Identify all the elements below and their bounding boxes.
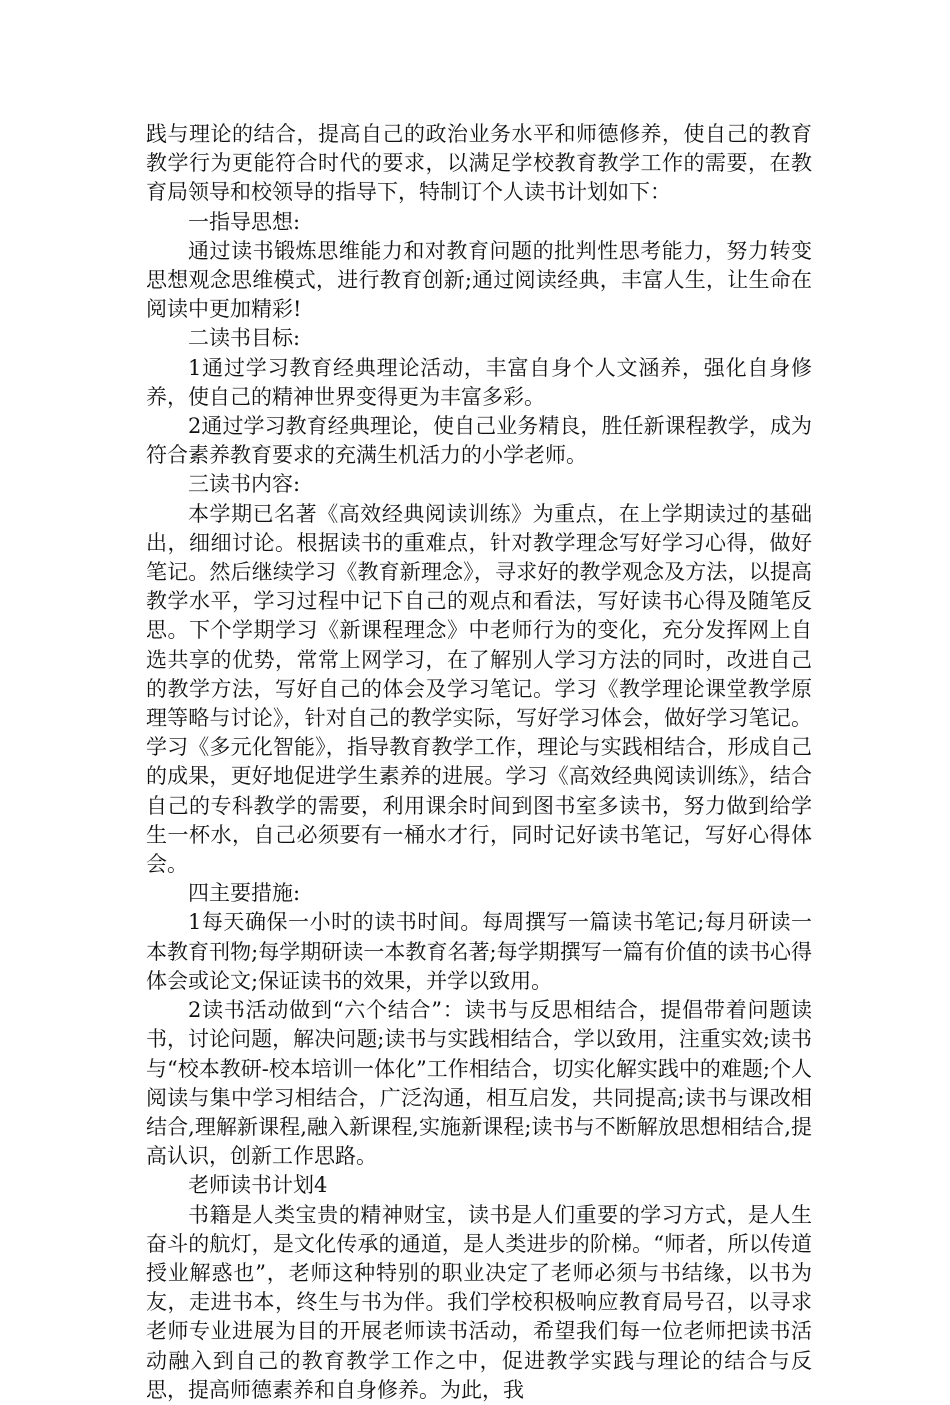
heading-guiding-thought: 一指导思想: <box>188 209 301 234</box>
paragraph-plan-4-intro: 书籍是人类宝贵的精神财宝，读书是人们重要的学习方式，是人生奋斗的航灯，是文化传承的通道，是人类进步的阶梯。“师者，所以传道授业解惑也”，老师这种特别的职业决定了老师必须与书结缘，以书为友，走进书本，终生与书为伴。我们学校积极响应教育局号召，以寻求老师专业进展为目的开展老师读书活动，希望我们每一位老师把读书活动融入到自己的教育教学工作之中，促进教学实践与理论的结合与反思，提高师德素养和自身修养。为此，我 <box>146 1202 812 1402</box>
paragraph-reading-content: 本学期已名著《高效经典阅读训练》为重点，在上学期读过的基础出，细细讨论。根据读书的重难点，针对教学理念写好学习心得，做好笔记。然后继续学习《教育新理念》，寻求好的教学观念及方法，以提高教学水平，学习过程中记下自己的观点和看法，写好读书心得及随笔反思。下个学期学习《新课程理念》中老师行为的变化，充分发挥网上自选共享的优势，常常上网学习，在了解别人学习方法的同时，改进自己的教学方法，写好自己的体会及学习笔记。学习《教学理论课堂教学原理等略与讨论》，针对自己的教学实际，写好学习体会，做好学习笔记。学习《多元化智能》，指导教育教学工作，理论与实践相结合，形成自己的成果，更好地促进学生素养的进展。学习《高效经典阅读训练》，结合自己的专科教学的需要，利用课余时间到图书室多读书，努力做到给学生一杯水，自己必须要有一桶水才行，同时记好读书笔记，写好心得体会。 <box>146 501 812 877</box>
heading-plan-4: 老师读书计划4 <box>188 1173 328 1198</box>
paragraph-measure-2: 2读书活动做到“六个结合”：读书与反思相结合，提倡带着问题读书，讨论问题，解决问题;读书与实践相结合，学以致用，注重实效;读书与“校本教研-校本培训一体化”工作相结合，切实化解实践中的难题;个人阅读与集中学习相结合，广泛沟通，相互启发，共同提高;读书与课改相结合,理解新课程,融入新课程,实施新课程;读书与不断解放思想相结合,提高认识，创新工作思路。 <box>146 998 812 1169</box>
paragraph-intro-continuation: 践与理论的结合，提高自己的政治业务水平和师德修养，使自己的教育教学行为更能符合时代的要求，以满足学校教育教学工作的需要，在教育局领导和校领导的指导下，特制订个人读书计划如下： <box>146 122 812 205</box>
paragraph-goal-2: 2通过学习教育经典理论，使自己业务精良，胜任新课程教学，成为符合素养教育要求的充满生机活力的小学老师。 <box>146 414 812 468</box>
heading-main-measures: 四主要措施: <box>188 881 301 906</box>
document-body <box>146 120 812 1405</box>
paragraph-guiding-thought: 通过读书锻炼思维能力和对教育问题的批判性思考能力，努力转变思想观念思维模式，进行教育创新;通过阅读经典，丰富人生，让生命在阅读中更加精彩! <box>146 238 812 322</box>
heading-reading-goals: 二读书目标: <box>188 326 301 351</box>
paragraph-goal-1: 1通过学习教育经典理论活动，丰富自身个人文涵养，强化自身修养，使自己的精神世界变得更为丰富多彩。 <box>146 355 812 409</box>
paragraph-measure-1: 1每天确保一小时的读书时间。每周撰写一篇读书笔记;每月研读一本教育刊物;每学期研读一本教育名著;每学期撰写一篇有价值的读书心得体会或论文;保证读书的效果，并学以致用。 <box>146 910 812 993</box>
heading-reading-content: 三读书内容: <box>188 472 301 497</box>
